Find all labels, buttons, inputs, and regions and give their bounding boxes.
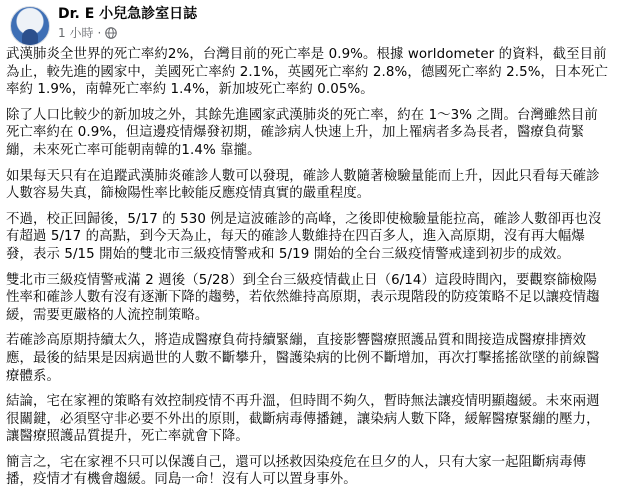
paragraph-summary: 簡言之，宅在家裡不只可以保護自己，還可以拯救因染疫危在旦夕的人，只有大家一起阻斷病毒傳播，疫情才有機會趨緩。同島一命！沒有人可以置身事外。: [6, 454, 587, 488]
post-meta: [58, 6, 197, 41]
post-header: [6, 0, 610, 46]
page-name-link[interactable]: Dr. E 小兒急診室日誌: [58, 6, 198, 22]
paragraph-taiwan-outlook: 除了人口比較少的新加坡之外，其餘先進國家武漢肺炎的死亡率，約在 1～3% 之間。台灣雖然目前死亡率約在 0.9%，但這邊疫情爆發初期，確診病人快速上升，加上罹病者多為長者，醫療負荷緊繃，未來死亡率可能朝南韓的1.4% 靠攏。: [6, 107, 598, 158]
paragraph-observation-period: 雙北市三級疫情警戒滿 2 週後（5/28）到全台三級疫情截止日（6/14）這段時間內，要觀察篩檢陽性率和確診人數有沒有逐漸下降的趨勢，若依然維持高原期，表示現階段的防疫策略不足以讓疫情趨緩，需要更嚴格的人流控制策略。: [6, 272, 600, 323]
paragraph-conclusion: 結論，宅在家裡的策略有效控制疫情不再升溫，但時間不夠久，暫時無法讓疫情明顯趨緩。未來兩週很關鍵，必須堅守非必要不外出的原則，截斷病毒傳播鏈，讓染病人數下降，緩解醫療緊繃的壓力，讓醫療照護品質提升，死亡率就會下降。: [6, 394, 600, 445]
post-timestamp[interactable]: 1 小時: [58, 26, 94, 40]
post-body: [6, 46, 610, 489]
paragraph-healthcare-burden: 若確診高原期持續太久，將造成醫療負荷持續緊繃，直接影響醫療照護品質和間接造成醫療排擠效應，最後的結果是因病過世的人數不斷攀升，醫護染病的比例不斷增加，再次打擊搖搖欲墜的前線醫療體系。: [6, 333, 600, 384]
avatar[interactable]: [10, 6, 50, 46]
timestamp-row: [58, 25, 197, 41]
separator-dot: ·: [97, 26, 102, 40]
globe-icon[interactable]: [105, 27, 117, 39]
paragraph-positivity-rate: 如果每天只有在追蹤武漢肺炎確診人數可以發現，確診人數隨著檢驗量能而上升，因此只看每天確診人數容易失真，篩檢陽性率比較能反應疫情真實的嚴重程度。: [6, 168, 600, 202]
paragraph-plateau: 不過，校正回歸後，5/17 的 530 例是這波確診的高峰，之後即使檢驗量能拉高，確診人數卻再也沒有超過 5/17 的高點，到今天為止，每天的確診人數維持在四百多人，進入高原期，沒有再大幅爆發，表示 5/15 開始的雙北市三級疫情警戒和 5/19 開始的全台三級疫情警戒達到初步的成效。: [6, 211, 602, 262]
paragraph-death-rates: 武漢肺炎全世界的死亡率約2%，台灣目前的死亡率是 0.9%。根據 worldometer 的資料，截至目前為止，較先進的國家中，美國死亡率約 2.1%，英國死亡率約 2.8%，德國死亡率約 2.5%，日本死亡率約 1.9%，南韓死亡率約 1.4%，新加坡死亡率約 0.05%。: [6, 47, 608, 98]
